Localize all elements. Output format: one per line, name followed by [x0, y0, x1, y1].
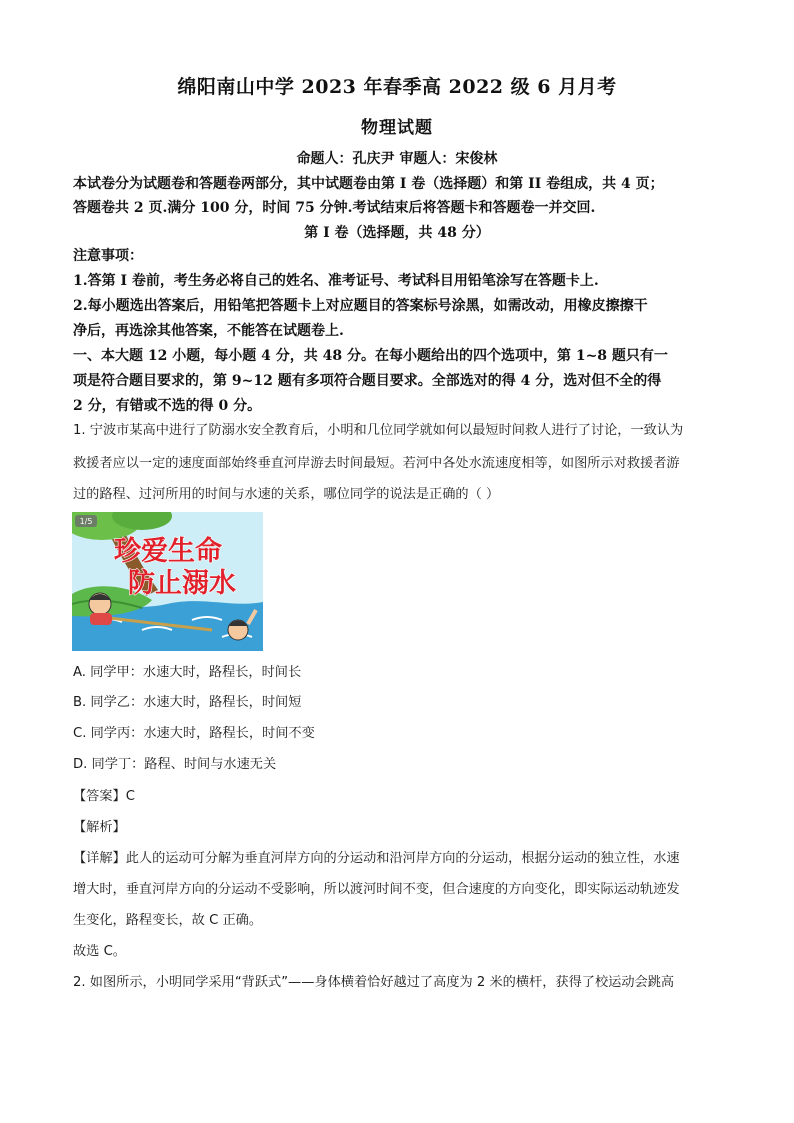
answer: 【答案】C: [73, 789, 135, 804]
notice-line-1: 1.答第 I 卷前，考生务必将自己的姓名、准考证号、考试科目用铅笔涂写在答题卡上.: [73, 273, 599, 289]
question-2-line-1: 2. 如图所示，小明同学采用“背跃式”——身体横着恰好越过了高度为 2 米的横杆，获得了校运动会跳高: [73, 975, 675, 990]
exam-title: 绵阳南山中学 2023 年春季高 2022 级 6 月月考: [177, 76, 617, 98]
figure-badge: 1/5: [79, 517, 93, 526]
intro-line-1: 本试卷分为试题卷和答题卷两部分，其中试题卷由第 I 卷（选择题）和第 II 卷组成，共 4 页；: [73, 176, 664, 192]
intro-line-2: 答题卷共 2 页.满分 100 分，时间 75 分钟.考试结束后将答题卡和答题卷一并交回.: [73, 200, 596, 216]
exam-subtitle: 物理试题: [361, 118, 433, 138]
question-1-line-3: 过的路程、过河所用的时间与水速的关系，哪位同学的说法是正确的（ ）: [73, 487, 500, 502]
explanation-line-1: 【详解】此人的运动可分解为垂直河岸方向的分运动和沿河岸方向的分运动，根据分运动的独立性，水速: [73, 851, 680, 866]
drowning-prevention-illustration: [72, 512, 263, 651]
explanation-line-3: 生变化，路程变长，故 C 正确。: [73, 913, 263, 928]
option-b: B. 同学乙：水速大时，路程长，时间短: [73, 695, 302, 710]
explanation-line-2: 增大时，垂直河岸方向的分运动不受影响，所以渡河时间不变，但合速度的方向变化，即实际运动轨迹发: [73, 882, 680, 897]
drowning-prevention-figure: [72, 512, 263, 651]
question-1-line-2: 救援者应以一定的速度面部始终垂直河岸游去时间最短。若河中各处水流速度相等，如图所示对救援者游: [73, 456, 680, 471]
option-a: A. 同学甲：水速大时，路程长，时间长: [73, 665, 302, 680]
question-1-line-1: 1. 宁波市某高中进行了防溺水安全教育后，小明和几位同学就如何以最短时间救人进行了讨论，一致认为: [73, 423, 684, 438]
exam-authors: 命题人：孔庆尹 审题人：宋俊林: [296, 151, 498, 167]
notice-title: 注意事项：: [73, 248, 143, 264]
figure-headline-1: 珍爱生命: [114, 536, 222, 567]
notice-line-2: 2.每小题选出答案后，用铅笔把答题卡上对应题目的答案标号涂黑，如需改动，用橡皮擦擦干: [73, 298, 648, 314]
option-d: D. 同学丁：路程、时间与水速无关: [73, 757, 277, 772]
section-heading: 第 I 卷（选择题，共 48 分）: [304, 225, 490, 241]
part-one-line-3: 2 分，有错或不选的得 0 分。: [73, 398, 262, 414]
conclusion: 故选 C。: [73, 944, 126, 959]
analysis-label: 【解析】: [73, 820, 126, 835]
figure-headline-2: 防止溺水: [128, 568, 236, 599]
notice-line-3: 净后，再选涂其他答案，不能答在试题卷上.: [73, 323, 344, 339]
part-one-line-1: 一、本大题 12 小题，每小题 4 分，共 48 分。在每小题给出的四个选项中，第 1~8 题只有一: [73, 348, 668, 364]
option-c: C. 同学丙：水速大时，路程长，时间不变: [73, 726, 315, 741]
part-one-line-2: 项是符合题目要求的，第 9~12 题有多项符合题目要求。全部选对的得 4 分，选对但不全的得: [73, 373, 662, 389]
